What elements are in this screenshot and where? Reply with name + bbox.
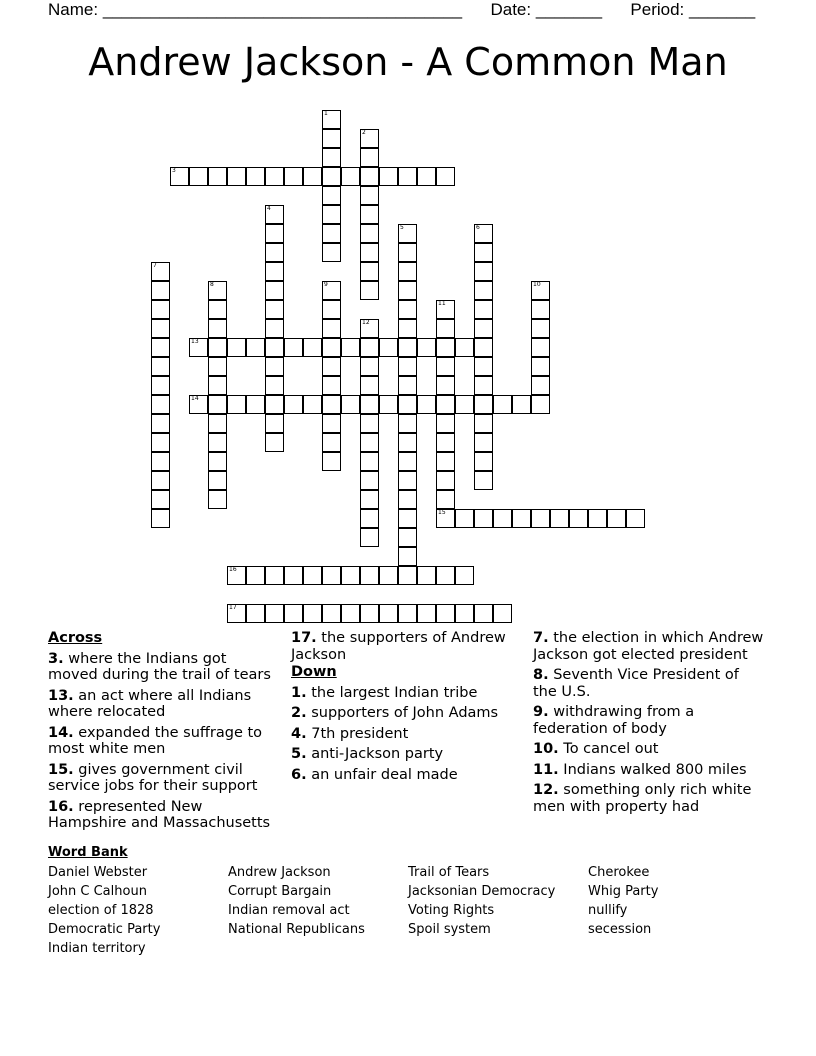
clue-number: 10 (533, 281, 541, 288)
clue-number: 3 (172, 167, 176, 174)
crossword-cell[interactable] (341, 338, 360, 357)
crossword-cell[interactable] (512, 395, 531, 414)
crossword-cell[interactable] (208, 395, 227, 414)
crossword-cell[interactable] (436, 471, 455, 490)
clue-number: 16 (229, 566, 237, 573)
crossword-cell[interactable] (512, 509, 531, 528)
crossword-cell[interactable] (322, 319, 341, 338)
crossword-cell[interactable] (474, 452, 493, 471)
crossword-cell[interactable] (360, 566, 379, 585)
crossword-cell[interactable] (398, 528, 417, 547)
crossword-cell[interactable] (208, 300, 227, 319)
crossword-cell[interactable] (474, 433, 493, 452)
clue-number: 15 (438, 509, 446, 516)
crossword-cell[interactable] (265, 319, 284, 338)
crossword-cell[interactable] (436, 414, 455, 433)
crossword-cell[interactable] (265, 167, 284, 186)
crossword-cell[interactable] (360, 490, 379, 509)
clue-down-6: 6. an unfair deal made (291, 766, 458, 783)
crossword-cell[interactable] (284, 167, 303, 186)
crossword-cell[interactable] (227, 604, 246, 623)
crossword-cell[interactable] (379, 167, 398, 186)
crossword-cell[interactable] (398, 281, 417, 300)
crossword-cell[interactable] (265, 395, 284, 414)
crossword-cell[interactable] (474, 376, 493, 395)
crossword-cell[interactable] (341, 167, 360, 186)
word-bank-item: Whig Party (588, 884, 659, 899)
word-bank-item: Indian removal act (228, 903, 350, 918)
clue-down-4: 4. 7th president (291, 725, 409, 742)
word-bank-item: nullify (588, 903, 628, 918)
crossword-cell[interactable] (227, 338, 246, 357)
crossword-cell[interactable] (322, 604, 341, 623)
crossword-cell[interactable] (436, 509, 455, 528)
crossword-cell[interactable] (455, 338, 474, 357)
crossword-cell[interactable] (531, 357, 550, 376)
crossword-cell[interactable] (360, 129, 379, 148)
crossword-cell[interactable] (360, 262, 379, 281)
crossword-cell[interactable] (208, 471, 227, 490)
crossword-cell[interactable] (322, 129, 341, 148)
crossword-cell[interactable] (360, 243, 379, 262)
crossword-cell[interactable] (531, 395, 550, 414)
crossword-cell[interactable] (360, 414, 379, 433)
crossword-cell[interactable] (398, 452, 417, 471)
crossword-cell[interactable] (531, 376, 550, 395)
crossword-cell[interactable] (265, 300, 284, 319)
crossword-cell[interactable] (208, 490, 227, 509)
crossword-cell[interactable] (455, 395, 474, 414)
crossword-cell[interactable] (398, 471, 417, 490)
crossword-cell[interactable] (151, 414, 170, 433)
crossword-cell[interactable] (531, 509, 550, 528)
clue-across-13: 13. an act where all Indians where relocated (48, 687, 252, 720)
crossword-cell[interactable] (398, 262, 417, 281)
crossword-cell[interactable] (493, 395, 512, 414)
name-blank[interactable]: ______________________________________ (102, 0, 463, 19)
crossword-cell[interactable] (284, 566, 303, 585)
word-bank-item: Corrupt Bargain (228, 884, 332, 899)
clue-number: 11 (438, 300, 446, 307)
crossword-cell[interactable] (436, 490, 455, 509)
crossword-cell[interactable] (322, 433, 341, 452)
crossword-cell[interactable] (284, 338, 303, 357)
crossword-cell[interactable] (322, 205, 341, 224)
clue-number: 5 (400, 224, 404, 231)
word-bank-item: Indian territory (48, 941, 146, 956)
word-bank-item: election of 1828 (48, 903, 154, 918)
crossword-cell[interactable] (151, 300, 170, 319)
crossword-cell[interactable] (417, 604, 436, 623)
crossword-cell[interactable] (208, 281, 227, 300)
clues-column-1 (48, 630, 280, 836)
crossword-cell[interactable] (265, 433, 284, 452)
word-bank-title: Word Bank (48, 845, 128, 860)
crossword-cell[interactable] (436, 376, 455, 395)
clue-number: 7 (153, 262, 157, 269)
crossword-cell[interactable] (360, 338, 379, 357)
crossword-cell[interactable] (398, 338, 417, 357)
clue-number: 14 (191, 395, 199, 402)
crossword-cell[interactable] (436, 338, 455, 357)
page-title: Andrew Jackson - A Common Man (88, 40, 728, 84)
crossword-cell[interactable] (474, 395, 493, 414)
clue-across-17: 17. the supporters of Andrew Jackson (291, 630, 506, 663)
clues-column-2 (291, 630, 523, 787)
crossword-cell[interactable] (531, 319, 550, 338)
crossword-cell[interactable] (151, 490, 170, 509)
crossword-cell[interactable] (322, 376, 341, 395)
crossword-cell[interactable] (474, 509, 493, 528)
crossword-cell[interactable] (436, 433, 455, 452)
crossword-cell[interactable] (398, 224, 417, 243)
word-bank-item: Democratic Party (48, 922, 161, 937)
clue-across-16: 16. represented New Hampshire and Massachusetts (48, 798, 271, 831)
crossword-cell[interactable] (322, 167, 341, 186)
crossword-cell[interactable] (379, 338, 398, 357)
crossword-cell[interactable] (189, 167, 208, 186)
crossword-cell[interactable] (246, 566, 265, 585)
crossword-cell[interactable] (322, 148, 341, 167)
crossword-cell[interactable] (474, 262, 493, 281)
crossword-cell[interactable] (379, 566, 398, 585)
crossword-cell[interactable] (284, 604, 303, 623)
word-bank-item: Trail of Tears (408, 865, 490, 880)
crossword-cell[interactable] (246, 167, 265, 186)
crossword-cell[interactable] (265, 357, 284, 376)
word-bank-item: Andrew Jackson (228, 865, 331, 880)
crossword-cell[interactable] (360, 357, 379, 376)
crossword-cell[interactable] (474, 243, 493, 262)
date-blank[interactable]: _______ (535, 0, 603, 19)
word-bank-item: Daniel Webster (48, 865, 148, 880)
crossword-cell[interactable] (265, 281, 284, 300)
crossword-cell[interactable] (569, 509, 588, 528)
crossword-cell[interactable] (474, 414, 493, 433)
crossword-cell[interactable] (208, 376, 227, 395)
crossword-cell[interactable] (455, 509, 474, 528)
crossword-cell[interactable] (398, 395, 417, 414)
crossword-cell[interactable] (360, 471, 379, 490)
crossword-cell[interactable] (474, 319, 493, 338)
clue-number: 13 (191, 338, 199, 345)
crossword-cell[interactable] (379, 395, 398, 414)
crossword-cell[interactable] (436, 167, 455, 186)
crossword-cell[interactable] (360, 186, 379, 205)
crossword-cell[interactable] (208, 167, 227, 186)
crossword-cell[interactable] (436, 452, 455, 471)
clue-across-3: 3. where the Indians got moved during the trail of tears (48, 650, 271, 683)
clue-across-14: 14. expanded the suffrage to most white men (48, 724, 263, 757)
crossword-cell[interactable] (265, 338, 284, 357)
clue-down-7: 7. the election in which Andrew Jackson got elected president (533, 630, 764, 663)
clue-down-11: 11. Indians walked 800 miles (533, 761, 747, 778)
crossword-cell[interactable] (322, 338, 341, 357)
crossword-cell[interactable] (360, 319, 379, 338)
clue-number: 4 (267, 205, 271, 212)
crossword-cell[interactable] (151, 357, 170, 376)
crossword-cell[interactable] (265, 243, 284, 262)
crossword-cell[interactable] (398, 300, 417, 319)
crossword-cell[interactable] (360, 281, 379, 300)
crossword-cell[interactable] (322, 414, 341, 433)
crossword-cell[interactable] (417, 167, 436, 186)
across-heading: Across (48, 630, 103, 646)
clue-number: 9 (324, 281, 328, 288)
clue-number: 8 (210, 281, 214, 288)
word-bank-item: secession (588, 922, 652, 937)
crossword-cell[interactable] (265, 224, 284, 243)
crossword-cell[interactable] (265, 566, 284, 585)
crossword-cell[interactable] (436, 319, 455, 338)
crossword-cell[interactable] (417, 566, 436, 585)
clue-number: 2 (362, 129, 366, 136)
crossword-cell[interactable] (398, 357, 417, 376)
crossword-cell[interactable] (588, 509, 607, 528)
word-bank-item: John C Calhoun (48, 884, 147, 899)
crossword-cell[interactable] (208, 319, 227, 338)
clue-across-15: 15. gives government civil service jobs for their support (48, 761, 258, 794)
crossword-cell[interactable] (208, 414, 227, 433)
crossword-cell[interactable] (189, 395, 208, 414)
crossword-cell[interactable] (246, 604, 265, 623)
crossword-cell[interactable] (398, 490, 417, 509)
crossword-cell[interactable] (265, 414, 284, 433)
crossword-cell[interactable] (151, 281, 170, 300)
crossword-cell[interactable] (360, 148, 379, 167)
crossword-cell[interactable] (246, 395, 265, 414)
crossword-cell[interactable] (455, 566, 474, 585)
name-label: Name: (48, 0, 99, 19)
crossword-cell[interactable] (227, 566, 246, 585)
clue-down-5: 5. anti-Jackson party (291, 746, 444, 762)
crossword-cell[interactable] (151, 452, 170, 471)
clues-column-3 (533, 630, 765, 819)
crossword-cell[interactable] (436, 566, 455, 585)
crossword-cell[interactable] (398, 243, 417, 262)
crossword-cell[interactable] (379, 604, 398, 623)
crossword-cell[interactable] (474, 224, 493, 243)
crossword-cell[interactable] (151, 433, 170, 452)
down-heading: Down (291, 664, 337, 680)
crossword-cell[interactable] (607, 509, 626, 528)
clue-down-12: 12. something only rich white men with property had (533, 782, 752, 815)
crossword-cell[interactable] (170, 167, 189, 186)
clue-down-2: 2. supporters of John Adams (291, 705, 499, 721)
crossword-cell[interactable] (398, 509, 417, 528)
clue-number: 6 (476, 224, 480, 231)
crossword-cell[interactable] (322, 566, 341, 585)
crossword-cell[interactable] (265, 205, 284, 224)
crossword-cell[interactable] (151, 262, 170, 281)
crossword-cell[interactable] (360, 604, 379, 623)
crossword-cell[interactable] (360, 167, 379, 186)
crossword-cell[interactable] (151, 376, 170, 395)
crossword-cell[interactable] (360, 433, 379, 452)
crossword-cell[interactable] (303, 566, 322, 585)
crossword-cell[interactable] (265, 604, 284, 623)
crossword-cell[interactable] (474, 300, 493, 319)
crossword-cell[interactable] (303, 604, 322, 623)
clue-down-9: 9. withdrawing from a federation of body (533, 704, 695, 737)
crossword-cell[interactable] (360, 395, 379, 414)
crossword-cell[interactable] (398, 433, 417, 452)
crossword-cell[interactable] (227, 167, 246, 186)
crossword-cell[interactable] (322, 300, 341, 319)
crossword-cell[interactable] (322, 395, 341, 414)
period-blank[interactable]: _______ (689, 0, 756, 19)
crossword-cell[interactable] (151, 509, 170, 528)
crossword-cell[interactable] (246, 338, 265, 357)
crossword-cell[interactable] (322, 110, 341, 129)
crossword-cell[interactable] (398, 414, 417, 433)
crossword-cell[interactable] (417, 395, 436, 414)
crossword-cell[interactable] (322, 243, 341, 262)
crossword-cell[interactable] (360, 224, 379, 243)
crossword-cell[interactable] (360, 528, 379, 547)
crossword-cell[interactable] (322, 281, 341, 300)
crossword-cell[interactable] (398, 167, 417, 186)
clue-number: 17 (229, 604, 237, 611)
crossword-cell[interactable] (303, 338, 322, 357)
crossword-cell[interactable] (341, 604, 360, 623)
crossword-cell[interactable] (436, 395, 455, 414)
crossword-cell[interactable] (208, 452, 227, 471)
crossword-cell[interactable] (341, 566, 360, 585)
crossword-cell[interactable] (455, 604, 474, 623)
crossword-cell[interactable] (265, 262, 284, 281)
crossword-cell[interactable] (436, 357, 455, 376)
crossword-cell[interactable] (208, 338, 227, 357)
crossword-cell[interactable] (284, 395, 303, 414)
crossword-cell[interactable] (474, 604, 493, 623)
crossword-cell[interactable] (360, 205, 379, 224)
crossword-cell[interactable] (341, 395, 360, 414)
crossword-cell[interactable] (303, 395, 322, 414)
crossword-cell[interactable] (208, 357, 227, 376)
crossword-cell[interactable] (493, 509, 512, 528)
crossword-cell[interactable] (398, 319, 417, 338)
crossword-cell[interactable] (360, 509, 379, 528)
crossword-cell[interactable] (474, 357, 493, 376)
clue-down-1: 1. the largest Indian tribe (291, 684, 478, 701)
crossword-cell[interactable] (531, 300, 550, 319)
crossword-cell[interactable] (227, 395, 246, 414)
crossword-cell[interactable] (151, 471, 170, 490)
crossword-cell[interactable] (398, 604, 417, 623)
crossword-cell[interactable] (151, 319, 170, 338)
crossword-cell[interactable] (322, 357, 341, 376)
crossword-cell[interactable] (303, 167, 322, 186)
crossword-cell[interactable] (531, 281, 550, 300)
clue-down-8: 8. Seventh Vice President of the U.S. (533, 667, 739, 700)
crossword-cell[interactable] (550, 509, 569, 528)
word-bank-item: National Republicans (228, 922, 365, 937)
word-bank-item: Jacksonian Democracy (408, 884, 556, 899)
clue-down-10: 10. To cancel out (533, 741, 659, 757)
crossword-cell[interactable] (474, 338, 493, 357)
date-label: Date: (490, 0, 532, 19)
word-bank-item: Cherokee (588, 865, 650, 880)
crossword-cell[interactable] (474, 471, 493, 490)
word-bank-item: Spoil system (408, 922, 491, 937)
clue-number: 1 (324, 110, 328, 117)
crossword-cell[interactable] (322, 186, 341, 205)
crossword-cell[interactable] (322, 224, 341, 243)
crossword-cell[interactable] (208, 433, 227, 452)
crossword-cell[interactable] (531, 338, 550, 357)
clue-number: 12 (362, 319, 370, 326)
crossword-cell[interactable] (189, 338, 208, 357)
crossword-cell[interactable] (398, 376, 417, 395)
crossword-cell[interactable] (360, 452, 379, 471)
crossword-cell[interactable] (265, 376, 284, 395)
crossword-cell[interactable] (322, 452, 341, 471)
word-bank-item: Voting Rights (408, 903, 495, 918)
crossword-cell[interactable] (493, 604, 512, 623)
crossword-cell[interactable] (626, 509, 645, 528)
crossword-cell[interactable] (474, 281, 493, 300)
crossword-cell[interactable] (151, 395, 170, 414)
crossword-cell[interactable] (398, 566, 417, 585)
crossword-cell[interactable] (398, 547, 417, 566)
crossword-cell[interactable] (436, 300, 455, 319)
period-label: Period: (630, 0, 685, 19)
crossword-cell[interactable] (417, 338, 436, 357)
crossword-cell[interactable] (151, 338, 170, 357)
crossword-cell[interactable] (360, 376, 379, 395)
crossword-cell[interactable] (436, 604, 455, 623)
